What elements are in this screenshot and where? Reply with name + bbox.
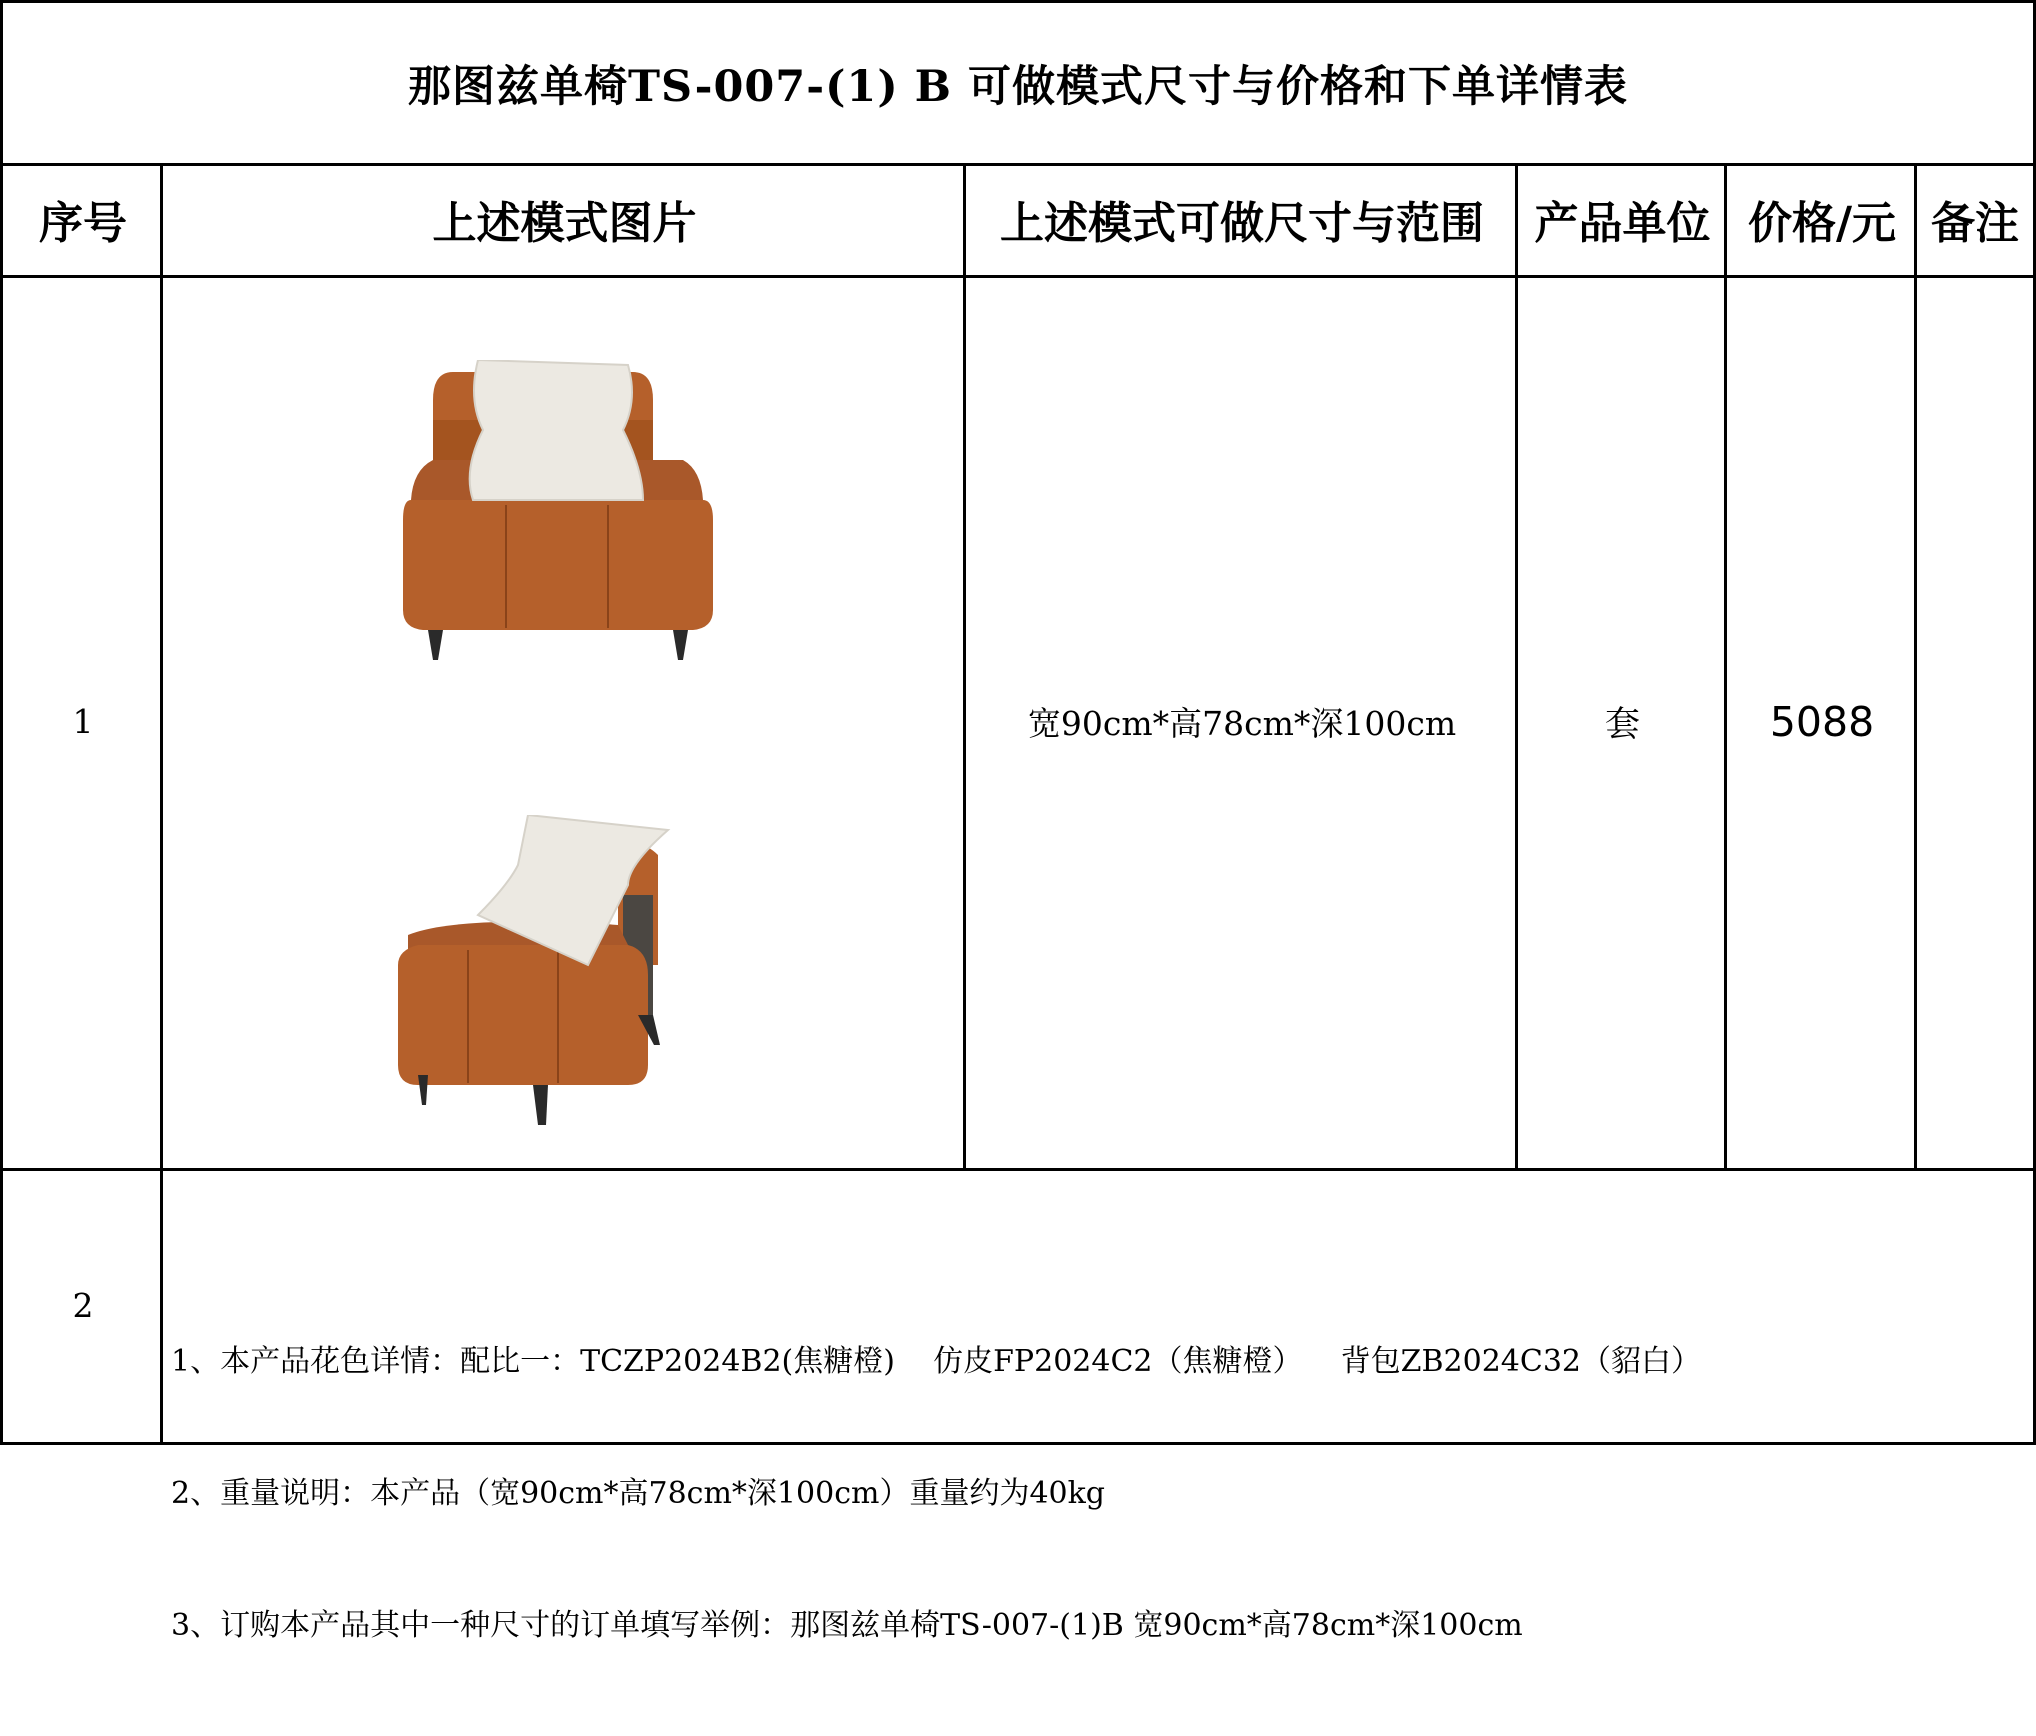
header-image: 上述模式图片 — [160, 163, 966, 278]
row2-notes — [160, 1168, 2036, 1643]
row1-unit: 套 — [1515, 275, 1727, 1171]
chair-front-cushion — [470, 360, 643, 500]
note-line-2: 2、重量说明：本产品（宽90cm*高78cm*深100cm）重量约为40kg — [171, 1476, 1105, 1511]
row1-image-cell — [160, 275, 966, 1171]
chair-side-image — [398, 815, 738, 1135]
header-index: 序号 — [0, 163, 163, 278]
note-line-1: 1、本产品花色详情：配比一：TCZP2024B2(焦糖橙) 仿皮FP2024C2（焦糖橙） 背包ZB2024C32（貂白） — [171, 1344, 1702, 1379]
chair-front-image — [403, 360, 723, 680]
header-size: 上述模式可做尺寸与范围 — [963, 163, 1518, 278]
note-line-3: 3、订购本产品其中一种尺寸的订单填写举例：那图兹单椅TS-007-(1)B 宽90cm*高78cm*深100cm — [171, 1608, 1523, 1643]
header-unit: 产品单位 — [1515, 163, 1727, 278]
chair-side-seat — [398, 945, 648, 1085]
chair-side-leg-front — [533, 1085, 548, 1125]
row2-index: 2 — [0, 1168, 163, 1445]
row1-index: 1 — [0, 275, 163, 1171]
chair-front-seat — [403, 500, 713, 630]
chair-side-leg-back-left — [418, 1075, 428, 1105]
notes-text — [171, 1252, 1701, 1736]
sheet-title — [0, 0, 2036, 166]
sheet-title-text: 那图兹单椅TS-007-(1) B 可做模式尺寸与价格和下单详情表 — [408, 61, 1628, 112]
chair-front-leg-right — [673, 630, 688, 660]
row1-price: 5088 — [1724, 275, 1917, 1171]
row1-size: 宽90cm*高78cm*深100cm — [963, 275, 1518, 1171]
header-remark: 备注 — [1914, 163, 2036, 278]
header-price: 价格/元 — [1724, 163, 1917, 278]
chair-front-leg-left — [428, 630, 443, 660]
row1-remark — [1914, 275, 2036, 1171]
